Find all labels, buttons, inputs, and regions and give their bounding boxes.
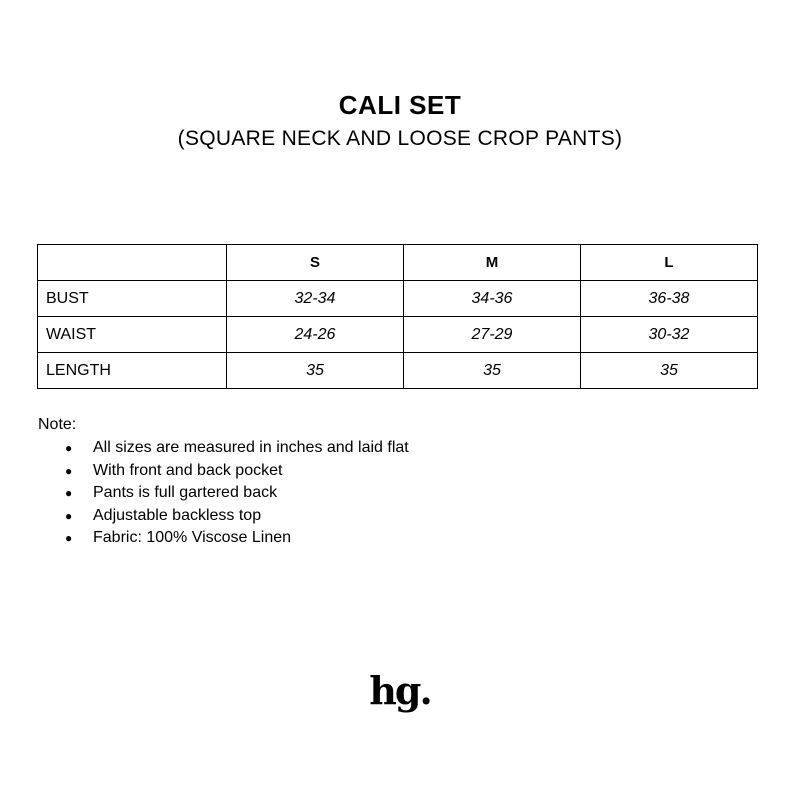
note-text: All sizes are measured in inches and laid flat	[93, 439, 409, 457]
table-cell: 35	[227, 353, 404, 389]
note-text: Pants is full gartered back	[93, 484, 278, 502]
table-header-cell-l: L	[581, 245, 758, 281]
list-item	[38, 527, 409, 550]
row-label: WAIST	[38, 317, 227, 353]
list-item	[38, 460, 409, 483]
notes-list	[38, 437, 409, 550]
table-header-cell	[38, 245, 227, 281]
row-label: LENGTH	[38, 353, 227, 389]
table-header-cell-m: M	[404, 245, 581, 281]
brand-logo: hg.	[369, 668, 431, 713]
bullet-icon: ●	[65, 486, 73, 501]
note-text: Adjustable backless top	[93, 506, 262, 524]
table-row-waist	[38, 317, 758, 353]
table-cell: 36-38	[581, 281, 758, 317]
list-item	[38, 437, 409, 460]
note-text: With front and back pocket	[93, 461, 283, 479]
bullet-icon: ●	[65, 508, 73, 523]
table-row-length	[38, 353, 758, 389]
note-text: Fabric: 100% Viscose Linen	[93, 529, 292, 547]
table-header-cell-s: S	[227, 245, 404, 281]
table-cell: 30-32	[581, 317, 758, 353]
table-cell: 34-36	[404, 281, 581, 317]
bullet-icon: ●	[65, 463, 73, 478]
page-title: CALI SET	[338, 90, 462, 120]
size-chart-table	[37, 244, 758, 389]
bullet-icon: ●	[65, 441, 73, 456]
notes-label: Note:	[38, 416, 77, 433]
table-cell: 24-26	[227, 317, 404, 353]
row-label: BUST	[38, 281, 227, 317]
list-item	[38, 482, 409, 505]
table-cell: 27-29	[404, 317, 581, 353]
notes-section	[38, 416, 409, 550]
page-subtitle: (SQUARE NECK AND LOOSE CROP PANTS)	[177, 127, 623, 150]
bullet-icon: ●	[65, 531, 73, 546]
list-item	[38, 505, 409, 528]
table-row-bust	[38, 281, 758, 317]
table-cell: 35	[581, 353, 758, 389]
table-header-row	[38, 245, 758, 281]
table-cell: 32-34	[227, 281, 404, 317]
table-cell: 35	[404, 353, 581, 389]
